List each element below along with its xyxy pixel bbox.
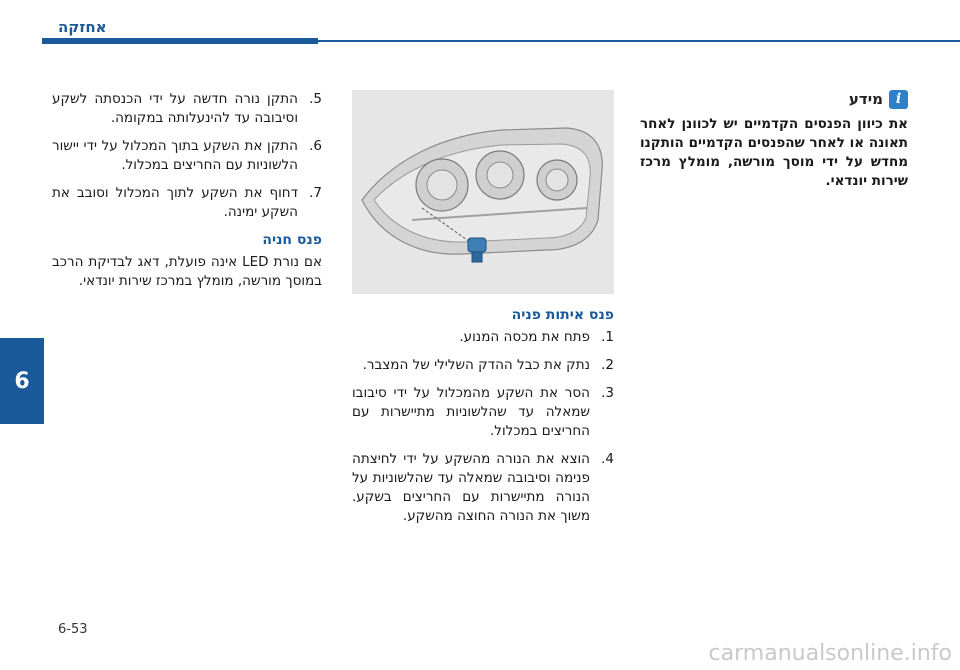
- info-icon: i: [889, 90, 908, 109]
- step-text: נתק את כבל ההדק השלילי של המצבר.: [362, 357, 590, 373]
- step-6: [52, 137, 322, 175]
- chapter-tab[interactable]: [0, 338, 44, 424]
- section-title: אחזקה: [58, 18, 107, 36]
- step-text: התקן את השקע בתוך המכלול על ידי יישור הלשוניות עם החריצים במכלול.: [52, 138, 298, 173]
- step-number: .7: [309, 185, 322, 201]
- step-number: .3: [601, 385, 614, 401]
- parking-lamp-text: אם נורת LED אינה פועלת, דאג לבדיקת הרכב במוסך מורשה, מומלץ במרכז שירות יונדאי.: [52, 254, 322, 289]
- headlamp-illustration: [352, 90, 614, 294]
- step-2: [352, 356, 614, 375]
- step-text: הוצא את הנורה מהשקע על ידי לחיצתה פנימה וסיבובה שמאלה עד שהלשוניות על הנורה מתיישרות עם החריצים בשקע. משוך את הנורה החוצה מהשקע.: [352, 451, 590, 524]
- step-5: [52, 90, 322, 128]
- step-4: [352, 450, 614, 526]
- step-number: .2: [601, 357, 614, 373]
- step-number: .6: [309, 138, 322, 154]
- step-number: .5: [309, 91, 322, 107]
- page-number: 6-53: [58, 622, 88, 637]
- step-number: .4: [601, 451, 614, 467]
- chapter-number: 6: [14, 368, 30, 394]
- middle-column: [352, 304, 614, 535]
- steps-list: [352, 328, 614, 526]
- step-1: [352, 328, 614, 347]
- watermark: carmanualsonline.info: [708, 641, 952, 666]
- step-7: [52, 184, 322, 222]
- info-text: את כיוון הפנסים הקדמיים יש לכוונן לאחר תאונה או לאחר שהפנסים הקדמיים הותקנו מחדש על ידי מוסך מורשה, מומלץ מרכז שירות יונדאי.: [640, 116, 908, 189]
- left-column: [52, 90, 322, 291]
- info-header: [640, 90, 908, 109]
- step-text: התקן נורה חדשה על ידי הכנסתה לשקע וסיבובה עד להינעלותה במקומה.: [52, 91, 298, 126]
- info-title: מידע: [848, 90, 883, 108]
- headlamp-assembly-icon: [352, 90, 614, 294]
- step-text: דחוף את השקע לתוך המכלול וסובב את השקע ימינה.: [52, 185, 298, 220]
- steps-list-continued: [52, 90, 322, 222]
- right-column: [640, 90, 908, 191]
- step-text: פתח את מכסה המנוע.: [459, 329, 590, 345]
- step-text: הסר את השקע מהמכלול על ידי סיבובו שמאלה עד שהלשוניות מתיישרות עם החריצים במכלול.: [352, 385, 590, 439]
- turn-signal-heading: פנס איתות פניה: [511, 307, 614, 323]
- step-3: [352, 384, 614, 441]
- parking-lamp-heading: פנס חניה: [262, 232, 322, 248]
- step-number: .1: [601, 329, 614, 345]
- header-accent-bar: [42, 38, 318, 44]
